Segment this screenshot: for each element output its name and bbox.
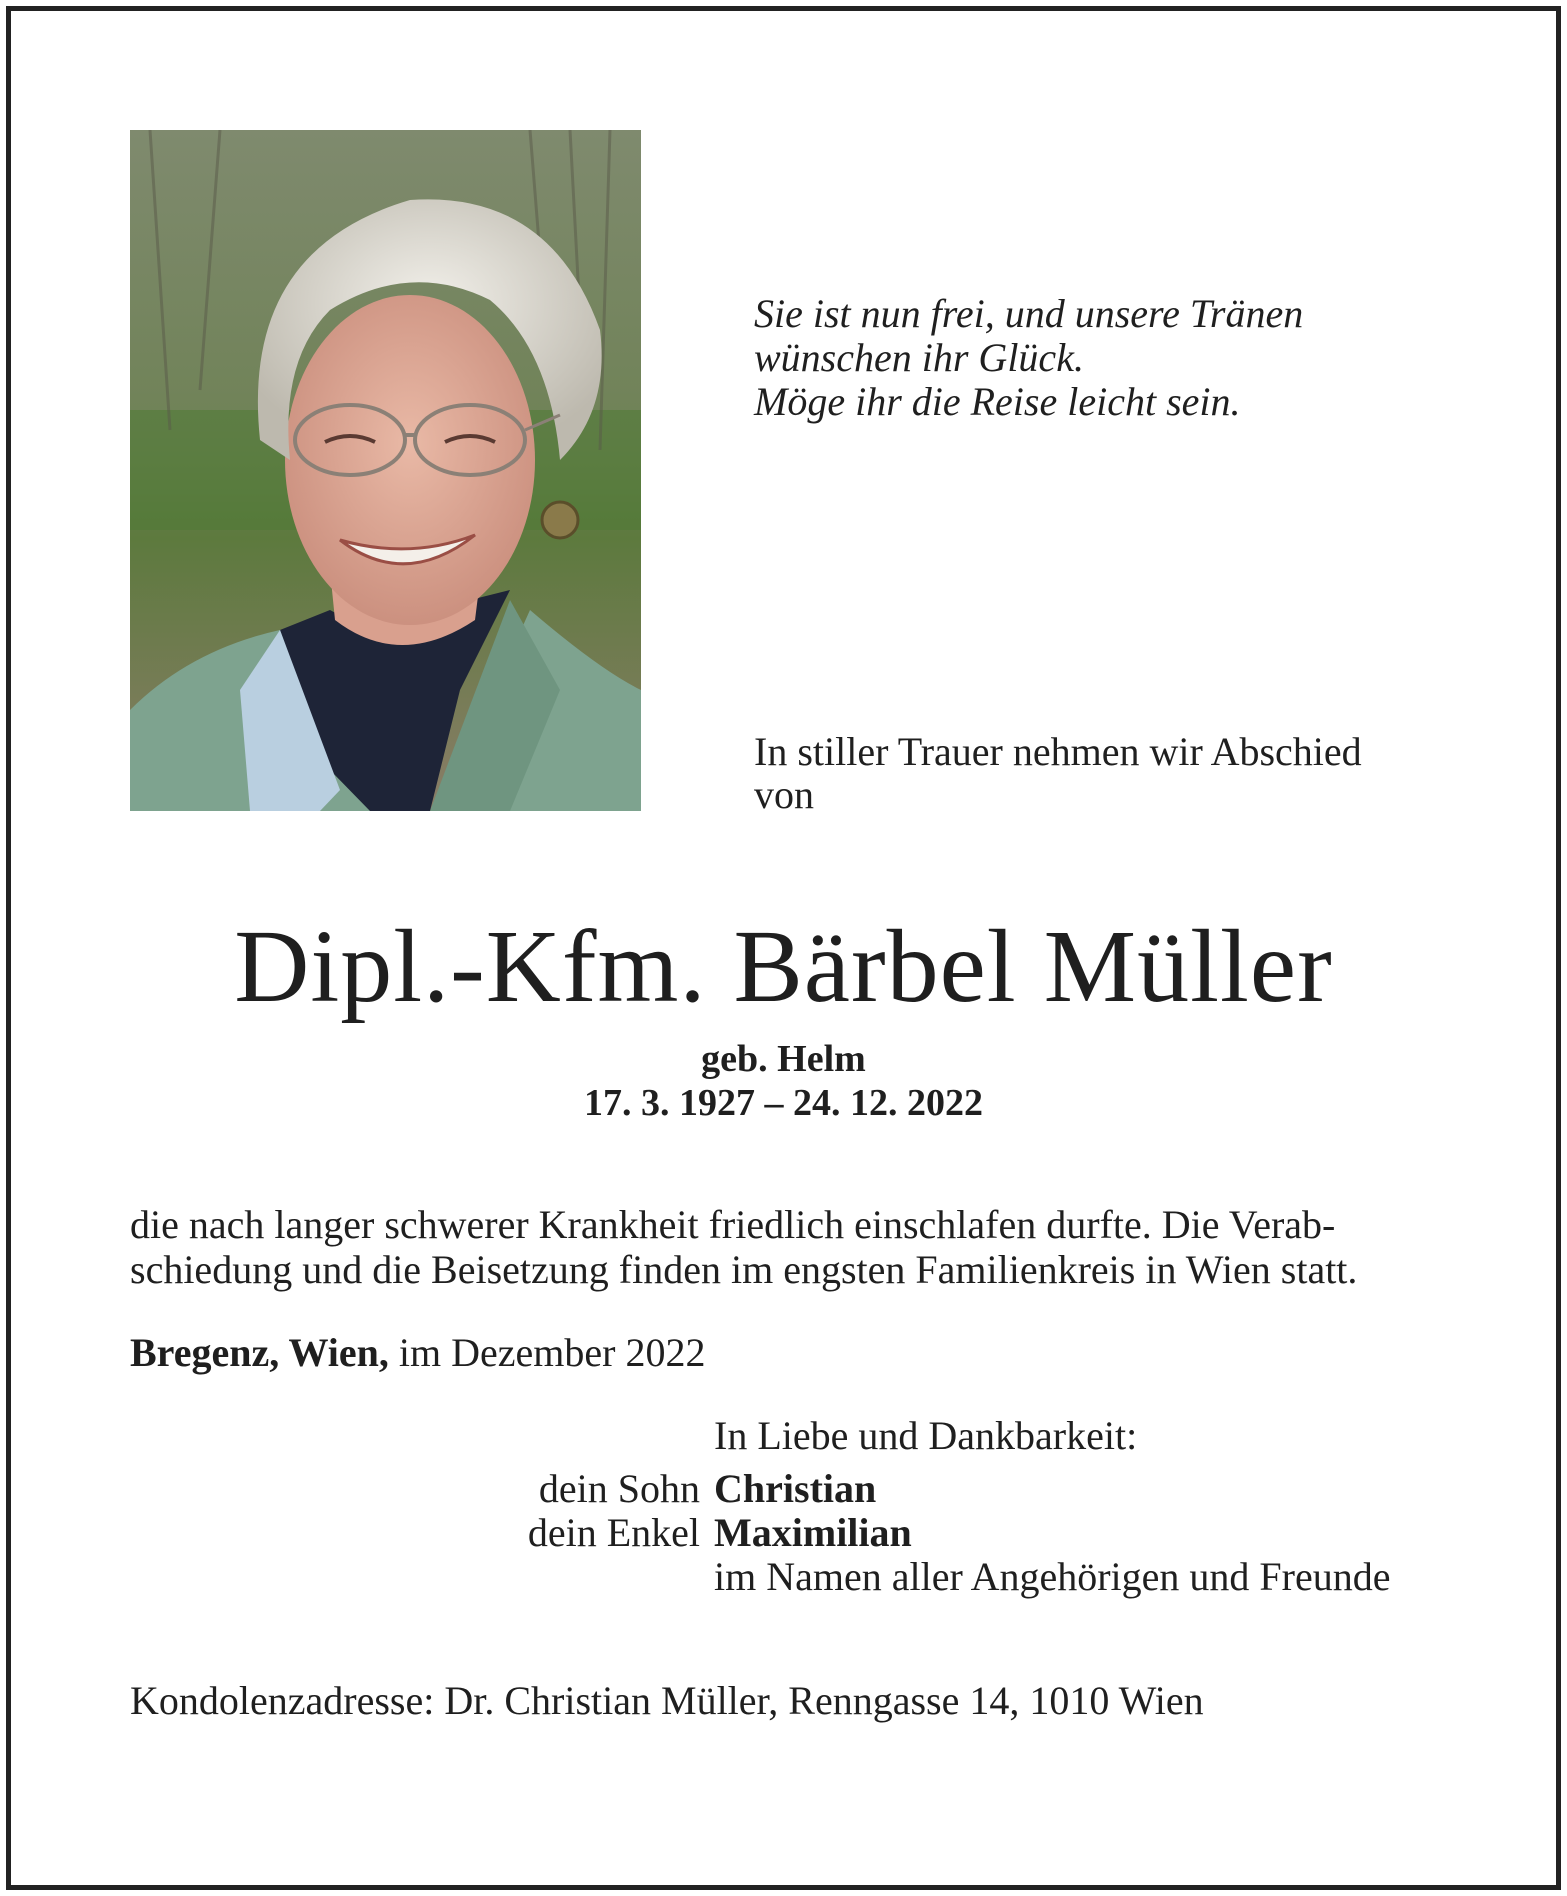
condolence-address: Kondolenzadresse: Dr. Christian Müller, Renngasse 14, 1010 Wien: [130, 1678, 1204, 1723]
body-line: die nach langer schwerer Krankheit friedlich einschlafen durfte. Die Verab-: [130, 1202, 1336, 1247]
mourners-closing: im Namen aller Angehörigen und Freunde: [714, 1554, 1391, 1599]
relative-row: [400, 1510, 1500, 1555]
portrait-image: [130, 130, 641, 811]
mourners-heading: In Liebe und Dankbarkeit:: [714, 1413, 1138, 1458]
relative-name: Maximilian: [714, 1510, 912, 1555]
intro-line: von: [754, 772, 814, 817]
life-dates: 17. 3. 1927 – 24. 12. 2022: [584, 1082, 983, 1124]
place-date: [130, 1330, 705, 1375]
deceased-name: Dipl.-Kfm. Bärbel Müller: [234, 909, 1333, 1024]
relation-label: dein Enkel: [527, 1510, 700, 1555]
body-line: schiedung und die Beisetzung finden im engsten Familienkreis in Wien statt.: [130, 1247, 1358, 1292]
birth-name: geb. Helm: [701, 1038, 866, 1080]
memorial-quote: [754, 292, 1454, 424]
farewell-intro: [754, 730, 1454, 816]
place: Bregenz, Wien,: [130, 1330, 389, 1375]
portrait-photo: [130, 130, 641, 811]
quote-line: wünschen ihr Glück.: [754, 335, 1084, 380]
relative-row: [400, 1466, 1500, 1511]
date: im Dezember 2022: [388, 1330, 706, 1375]
quote-line: Sie ist nun frei, und unsere Tränen: [754, 291, 1304, 336]
relation-label: dein Sohn: [538, 1466, 700, 1511]
obituary-body: [130, 1202, 1440, 1292]
intro-line: In stiller Trauer nehmen wir Abschied: [754, 729, 1362, 774]
relative-name: Christian: [714, 1466, 877, 1511]
quote-line: Möge ihr die Reise leicht sein.: [754, 379, 1241, 424]
